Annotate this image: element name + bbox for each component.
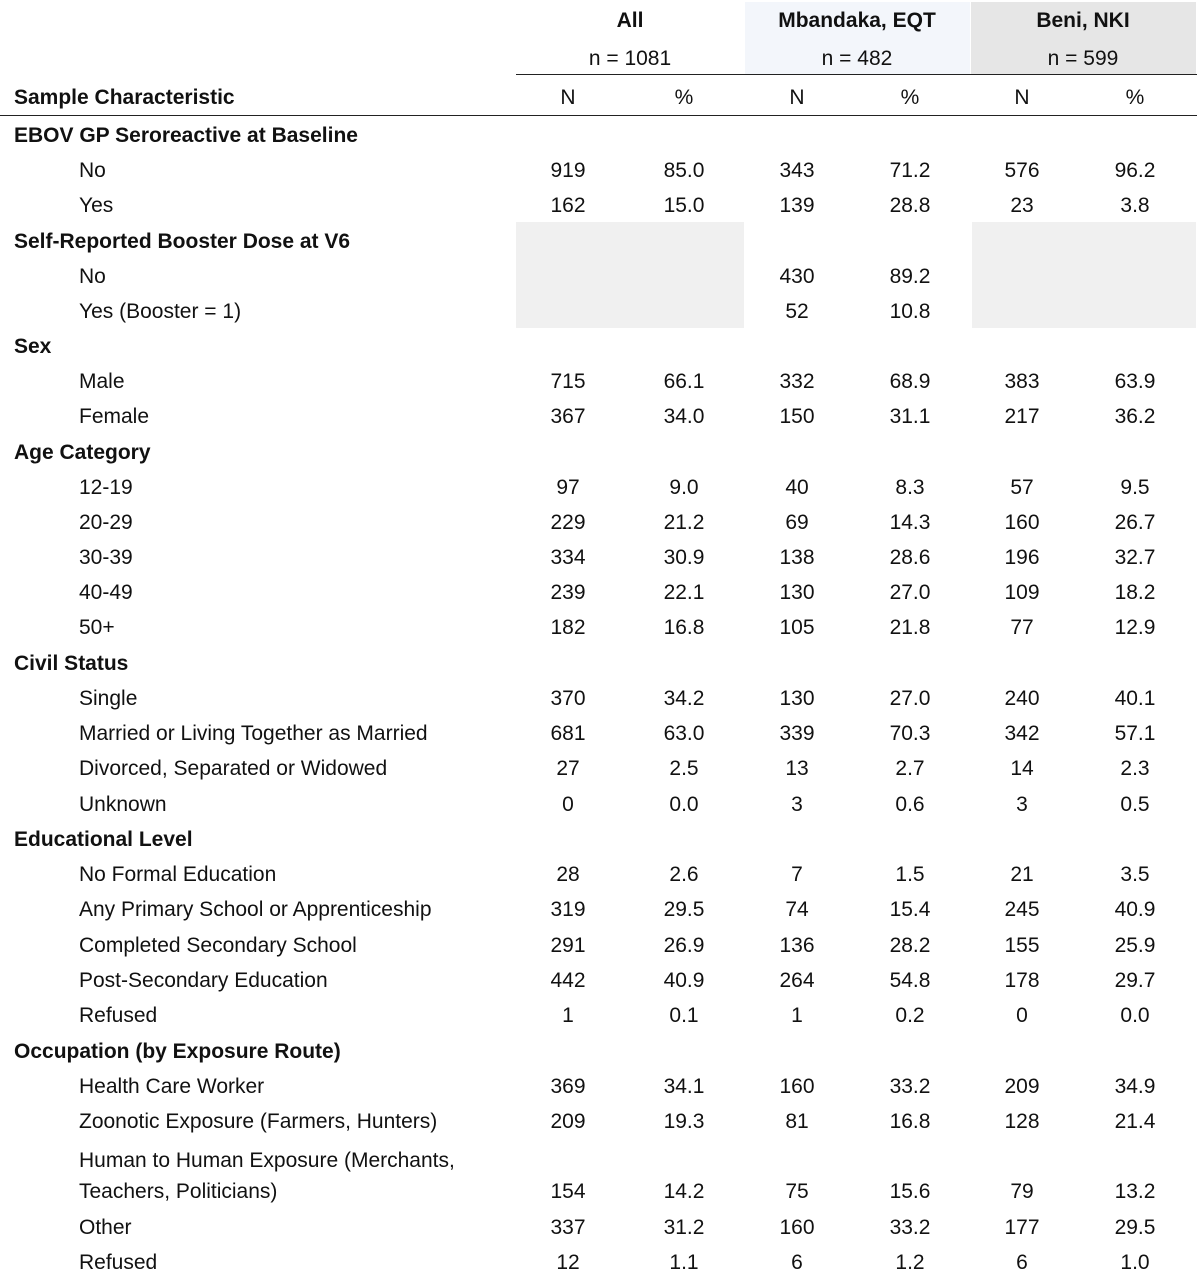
count-cell: 182 [550, 616, 586, 639]
percent-cell: 19.3 [663, 1110, 705, 1133]
percent-cell: 26.7 [1114, 511, 1156, 534]
count-cell: 52 [785, 300, 809, 323]
header-underline [0, 115, 1197, 116]
section-heading: Educational Level [14, 828, 193, 851]
count-cell: 442 [550, 969, 586, 992]
row-label: No [79, 159, 106, 182]
col-header-n: N [560, 86, 576, 109]
percent-cell: 15.6 [889, 1180, 931, 1203]
percent-cell: 36.2 [1114, 405, 1156, 428]
count-cell: 81 [785, 1110, 809, 1133]
count-cell: 3 [791, 793, 803, 816]
percent-cell: 13.2 [1114, 1180, 1156, 1203]
count-cell: 209 [550, 1110, 586, 1133]
percent-cell: 21.4 [1114, 1110, 1156, 1133]
percent-cell: 28.2 [889, 934, 931, 957]
row-label: Yes (Booster = 1) [79, 300, 242, 323]
count-cell: 3 [1016, 793, 1028, 816]
count-cell: 160 [779, 1075, 815, 1098]
percent-cell: 10.8 [889, 300, 931, 323]
count-cell: 343 [779, 159, 815, 182]
percent-cell: 40.9 [1114, 898, 1156, 921]
count-cell: 154 [550, 1180, 586, 1203]
col-header-n: N [1014, 86, 1030, 109]
count-cell: 57 [1010, 476, 1034, 499]
percent-cell: 31.1 [889, 405, 931, 428]
section-heading: EBOV GP Seroreactive at Baseline [14, 124, 358, 147]
count-cell: 383 [1004, 370, 1040, 393]
count-cell: 367 [550, 405, 586, 428]
row-label: Other [79, 1216, 132, 1239]
percent-cell: 3.5 [1120, 863, 1150, 886]
col-header-n: N [789, 86, 805, 109]
count-cell: 209 [1004, 1075, 1040, 1098]
percent-cell: 2.5 [669, 757, 699, 780]
count-cell: 136 [779, 934, 815, 957]
count-cell: 0 [562, 793, 574, 816]
group-underline [516, 74, 1197, 75]
percent-cell: 14.2 [663, 1180, 705, 1203]
row-label: Yes [79, 194, 114, 217]
count-cell: 196 [1004, 546, 1040, 569]
percent-cell: 29.7 [1114, 969, 1156, 992]
group-n-mbandaka: n = 482 [821, 47, 893, 70]
count-cell: 264 [779, 969, 815, 992]
percent-cell: 1.5 [895, 863, 925, 886]
count-cell: 109 [1004, 581, 1040, 604]
count-cell: 342 [1004, 722, 1040, 745]
row-label: Completed Secondary School [79, 934, 357, 957]
count-cell: 12 [556, 1251, 580, 1274]
percent-cell: 71.2 [889, 159, 931, 182]
row-label: 12-19 [79, 476, 133, 499]
percent-cell: 1.1 [669, 1251, 699, 1274]
row-label: Refused [79, 1251, 158, 1274]
row-label: Single [79, 687, 138, 710]
percent-cell: 16.8 [889, 1110, 931, 1133]
count-cell: 75 [785, 1180, 809, 1203]
percent-cell: 27.0 [889, 687, 931, 710]
count-cell: 77 [1010, 616, 1034, 639]
row-label: 40-49 [79, 581, 133, 604]
percent-cell: 68.9 [889, 370, 931, 393]
percent-cell: 21.8 [889, 616, 931, 639]
row-label: Human to Human Exposure (Merchants, [79, 1149, 455, 1172]
percent-cell: 34.2 [663, 687, 705, 710]
percent-cell: 2.6 [669, 863, 699, 886]
percent-cell: 0.1 [669, 1004, 699, 1027]
percent-cell: 15.4 [889, 898, 931, 921]
count-cell: 177 [1004, 1216, 1040, 1239]
percent-cell: 18.2 [1114, 581, 1156, 604]
count-cell: 130 [779, 687, 815, 710]
percent-cell: 9.0 [669, 476, 699, 499]
count-cell: 97 [556, 476, 580, 499]
section-heading: Civil Status [14, 652, 129, 675]
count-cell: 319 [550, 898, 586, 921]
percent-cell: 15.0 [663, 194, 705, 217]
count-cell: 23 [1010, 194, 1034, 217]
count-cell: 1 [562, 1004, 574, 1027]
row-label: Zoonotic Exposure (Farmers, Hunters) [79, 1110, 438, 1133]
percent-cell: 30.9 [663, 546, 705, 569]
percent-cell: 0.0 [1120, 1004, 1150, 1027]
count-cell: 430 [779, 265, 815, 288]
col-header-pct: % [674, 86, 694, 109]
count-cell: 1 [791, 1004, 803, 1027]
count-cell: 332 [779, 370, 815, 393]
col-header-pct: % [1125, 86, 1145, 109]
count-cell: 138 [779, 546, 815, 569]
percent-cell: 54.8 [889, 969, 931, 992]
percent-cell: 40.1 [1114, 687, 1156, 710]
percent-cell: 29.5 [1114, 1216, 1156, 1239]
count-cell: 291 [550, 934, 586, 957]
count-cell: 160 [779, 1216, 815, 1239]
booster-all-shade [516, 222, 744, 328]
percent-cell: 1.0 [1120, 1251, 1150, 1274]
count-cell: 13 [785, 757, 809, 780]
count-cell: 178 [1004, 969, 1040, 992]
group-name-mbandaka: Mbandaka, EQT [778, 9, 936, 32]
percent-cell: 0.0 [669, 793, 699, 816]
row-label: Male [79, 370, 125, 393]
count-cell: 160 [1004, 511, 1040, 534]
booster-beni-shade [972, 222, 1196, 328]
group-n-all: n = 1081 [588, 47, 672, 70]
percent-cell: 2.7 [895, 757, 925, 780]
count-cell: 6 [791, 1251, 803, 1274]
count-cell: 681 [550, 722, 586, 745]
count-cell: 337 [550, 1216, 586, 1239]
percent-cell: 3.8 [1120, 194, 1150, 217]
percent-cell: 34.9 [1114, 1075, 1156, 1098]
percent-cell: 63.9 [1114, 370, 1156, 393]
row-label: Any Primary School or Apprenticeship [79, 898, 432, 921]
percent-cell: 40.9 [663, 969, 705, 992]
percent-cell: 25.9 [1114, 934, 1156, 957]
count-cell: 28 [556, 863, 580, 886]
count-cell: 334 [550, 546, 586, 569]
percent-cell: 28.6 [889, 546, 931, 569]
percent-cell: 0.5 [1120, 793, 1150, 816]
percent-cell: 28.8 [889, 194, 931, 217]
percent-cell: 0.6 [895, 793, 925, 816]
count-cell: 369 [550, 1075, 586, 1098]
count-cell: 217 [1004, 405, 1040, 428]
row-label: 50+ [79, 616, 115, 639]
group-n-beni: n = 599 [1047, 47, 1119, 70]
row-label: Married or Living Together as Married [79, 722, 428, 745]
percent-cell: 2.3 [1120, 757, 1150, 780]
percent-cell: 57.1 [1114, 722, 1156, 745]
row-label: 30-39 [79, 546, 133, 569]
row-label: Divorced, Separated or Widowed [79, 757, 388, 780]
count-cell: 79 [1010, 1180, 1034, 1203]
count-cell: 919 [550, 159, 586, 182]
count-cell: 339 [779, 722, 815, 745]
percent-cell: 32.7 [1114, 546, 1156, 569]
group-name-all: All [616, 9, 644, 32]
count-cell: 14 [1010, 757, 1034, 780]
percent-cell: 8.3 [895, 476, 925, 499]
count-cell: 0 [1016, 1004, 1028, 1027]
count-cell: 69 [785, 511, 809, 534]
count-cell: 576 [1004, 159, 1040, 182]
percent-cell: 96.2 [1114, 159, 1156, 182]
percent-cell: 34.1 [663, 1075, 705, 1098]
percent-cell: 33.2 [889, 1216, 931, 1239]
count-cell: 715 [550, 370, 586, 393]
row-label: Unknown [79, 793, 167, 816]
count-cell: 245 [1004, 898, 1040, 921]
percent-cell: 1.2 [895, 1251, 925, 1274]
percent-cell: 16.8 [663, 616, 705, 639]
count-cell: 74 [785, 898, 809, 921]
row-label: Teachers, Politicians) [79, 1180, 278, 1203]
percent-cell: 33.2 [889, 1075, 931, 1098]
percent-cell: 70.3 [889, 722, 931, 745]
percent-cell: 89.2 [889, 265, 931, 288]
row-label: No Formal Education [79, 863, 277, 886]
col-header-pct: % [900, 86, 920, 109]
sample-characteristic-header: Sample Characteristic [14, 86, 235, 109]
percent-cell: 0.2 [895, 1004, 925, 1027]
count-cell: 229 [550, 511, 586, 534]
percent-cell: 26.9 [663, 934, 705, 957]
row-label: Health Care Worker [79, 1075, 265, 1098]
row-label: 20-29 [79, 511, 133, 534]
count-cell: 370 [550, 687, 586, 710]
count-cell: 139 [779, 194, 815, 217]
percent-cell: 29.5 [663, 898, 705, 921]
row-label: Female [79, 405, 150, 428]
count-cell: 7 [791, 863, 803, 886]
row-label: Refused [79, 1004, 158, 1027]
section-heading: Occupation (by Exposure Route) [14, 1040, 341, 1063]
count-cell: 6 [1016, 1251, 1028, 1274]
row-label: Post-Secondary Education [79, 969, 328, 992]
section-heading: Sex [14, 335, 52, 358]
count-cell: 239 [550, 581, 586, 604]
percent-cell: 21.2 [663, 511, 705, 534]
count-cell: 162 [550, 194, 586, 217]
percent-cell: 14.3 [889, 511, 931, 534]
count-cell: 21 [1010, 863, 1034, 886]
percent-cell: 31.2 [663, 1216, 705, 1239]
count-cell: 27 [556, 757, 580, 780]
percent-cell: 9.5 [1120, 476, 1150, 499]
percent-cell: 85.0 [663, 159, 705, 182]
section-heading: Age Category [14, 441, 151, 464]
percent-cell: 27.0 [889, 581, 931, 604]
percent-cell: 66.1 [663, 370, 705, 393]
row-label: No [79, 265, 106, 288]
count-cell: 155 [1004, 934, 1040, 957]
percent-cell: 34.0 [663, 405, 705, 428]
group-name-beni: Beni, NKI [1036, 9, 1130, 32]
count-cell: 150 [779, 405, 815, 428]
count-cell: 128 [1004, 1110, 1040, 1133]
section-heading: Self-Reported Booster Dose at V6 [14, 230, 351, 253]
percent-cell: 12.9 [1114, 616, 1156, 639]
percent-cell: 22.1 [663, 581, 705, 604]
count-cell: 240 [1004, 687, 1040, 710]
count-cell: 130 [779, 581, 815, 604]
count-cell: 105 [779, 616, 815, 639]
percent-cell: 63.0 [663, 722, 705, 745]
count-cell: 40 [785, 476, 809, 499]
